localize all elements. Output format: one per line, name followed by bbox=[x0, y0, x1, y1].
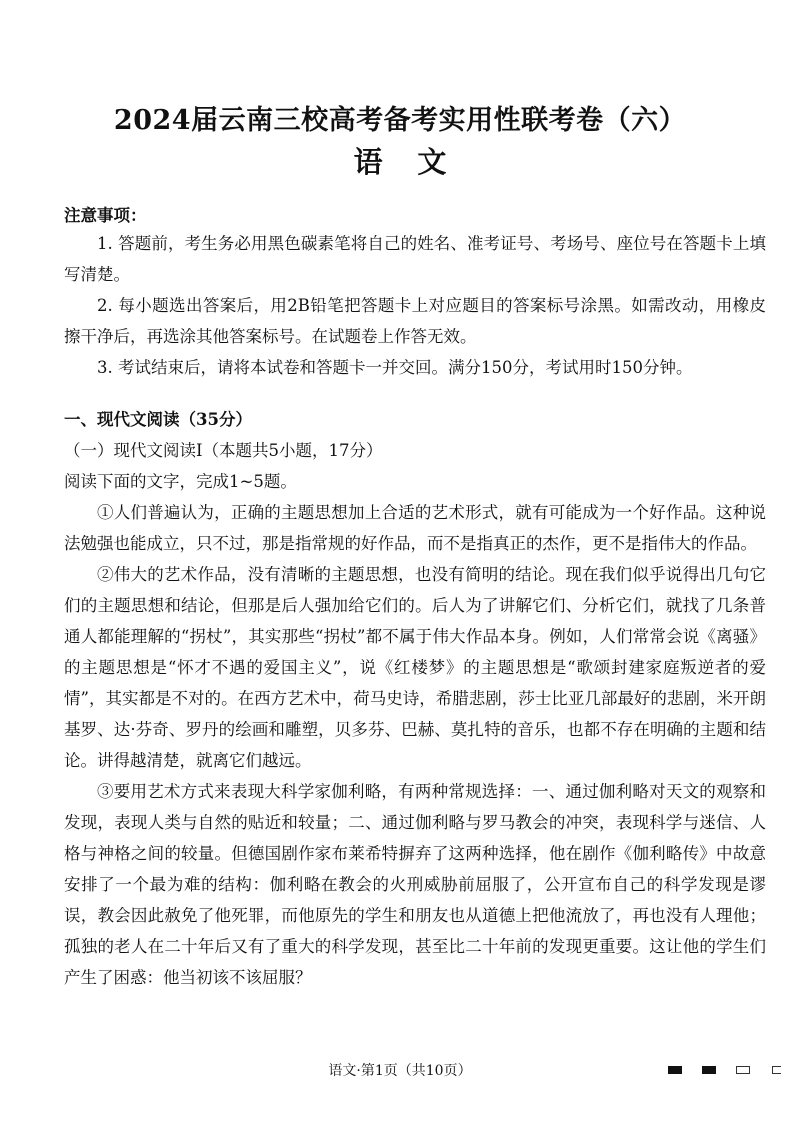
scan-mark-bracket bbox=[772, 1066, 781, 1074]
notes-list bbox=[64, 228, 766, 383]
section-subheading: （一）现代文阅读Ⅰ（本题共5小题，17分） bbox=[64, 441, 383, 460]
subject-char-2: 文 bbox=[417, 145, 447, 179]
passage-paragraph-1: ①人们普遍认为，正确的主题思想加上合适的艺术形式，就有可能成为一个好作品。这种说法勉强也能成立，只不过，那是指常规的好作品，而不是指真正的杰作，更不是指伟大的作品。 bbox=[64, 503, 766, 553]
subject-title bbox=[0, 140, 800, 181]
note-item-3: 3. 考试结束后，请将本试卷和答题卡一并交回。满分150分，考试用时150分钟。 bbox=[97, 358, 693, 377]
notes-heading-block bbox=[64, 200, 766, 231]
scan-mark-hollow bbox=[736, 1066, 750, 1074]
scan-mark-filled-2 bbox=[702, 1066, 716, 1074]
exam-title: 2024届云南三校高考备考实用性联考卷（六） bbox=[113, 105, 687, 136]
passage-paragraph-3: ③要用艺术方式来表现大科学家伽利略，有两种常规选择：一、通过伽利略对天文的观察和发现，表现人类与自然的贴近和较量；二、通过伽利略与罗马教会的冲突，表现科学与迷信、人格与神格之间的较量。但德国剧作家布莱希特摒弃了这两种选择，他在剧作《伽利略传》中故意安排了一个最为难的结构：伽利略在教会的火刑威胁前屈服了，公开宣布自己的科学发现是谬误，教会因此赦免了他死罪，而他原先的学生和朋友也从道德上把他流放了，再也没有人理他；孤独的老人在二十年后又有了重大的科学发现，甚至比二十年前的发现更重要。这让他的学生们产生了困惑：他当初该不该屈服？ bbox=[64, 782, 766, 987]
notes-heading: 注意事项： bbox=[64, 206, 147, 225]
scan-mark-filled-1 bbox=[668, 1066, 682, 1074]
section-instruction: 阅读下面的文字，完成1~5题。 bbox=[64, 472, 297, 491]
reading-section bbox=[64, 404, 766, 993]
page-footer: 语文·第1页（共10页） bbox=[328, 1063, 472, 1079]
subject-char-1: 语 bbox=[353, 145, 383, 179]
note-item-2: 2. 每小题选出答案后，用2B铅笔把答题卡上对应题目的答案标号涂黑。如需改动，用橡皮擦干净后，再选涂其他答案标号。在试题卷上作答无效。 bbox=[64, 296, 766, 346]
passage-paragraph-2: ②伟大的艺术作品，没有清晰的主题思想，也没有简明的结论。现在我们似乎说得出几句它们的主题思想和结论，但那是后人强加给它们的。后人为了讲解它们、分析它们，就找了几条普通人都能理解的“拐杖”，其实那些“拐杖”都不属于伟大作品本身。例如，人们常常会说《离骚》的主题思想是“怀才不遇的爱国主义”，说《红楼梦》的主题思想是“歌颂封建家庭叛逆者的爱情”，其实都是不对的。在西方艺术中，荷马史诗，希腊悲剧，莎士比亚几部最好的悲剧，米开朗基罗、达·芬奇、罗丹的绘画和雕塑，贝多芬、巴赫、莫扎特的音乐，也都不存在明确的主题和结论。讲得越清楚，就离它们越远。 bbox=[64, 565, 766, 770]
section-heading: 一、现代文阅读（35分） bbox=[64, 410, 252, 429]
note-item-1: 1. 答题前，考生务必用黑色碳素笔将自己的姓名、准考证号、考场号、座位号在答题卡上填写清楚。 bbox=[64, 234, 766, 284]
